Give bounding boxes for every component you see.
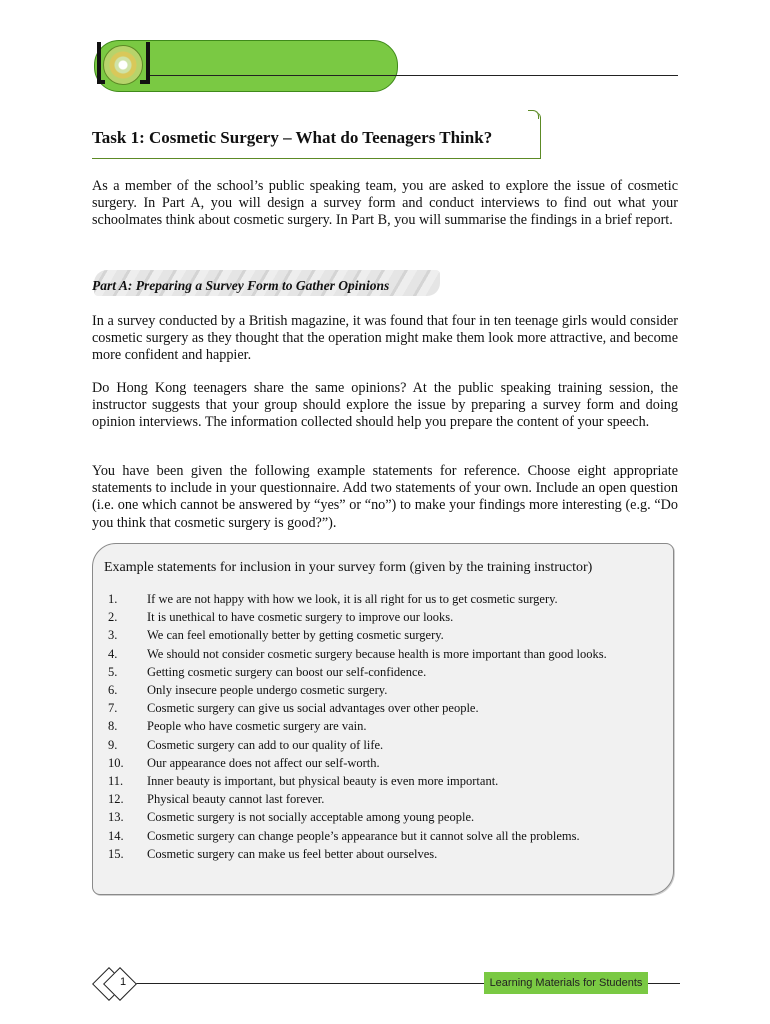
- list-item: [108, 699, 653, 717]
- task-title: Task 1: Cosmetic Surgery – What do Teenagers Think?: [92, 128, 493, 147]
- item-text: People who have cosmetic surgery are vain.: [147, 719, 367, 734]
- item-text: Cosmetic surgery can give us social advantages over other people.: [147, 701, 479, 716]
- item-number: 10.: [108, 755, 124, 770]
- item-text: If we are not happy with how we look, it is all right for us to get cosmetic surgery.: [147, 592, 558, 606]
- part-a-heading: Part A: Preparing a Survey Form to Gather Opinions: [92, 278, 390, 293]
- list-item: [108, 827, 653, 845]
- list-item: [108, 608, 653, 626]
- item-number: 12.: [108, 792, 124, 807]
- part-a-paragraph-3: You have been given the following example statements for reference. Choose eight appropriate statements to include in your questionnaire. Add two statements of your own. Include an open question (i.e. one which cannot be answered by “yes” or “no”) to make your findings more interesting (e.g. “Do you think that cosmetic surgery is good?”).: [92, 463, 678, 531]
- item-text: Cosmetic surgery can add to our quality of life.: [147, 737, 384, 752]
- item-text: Physical beauty cannot last forever.: [147, 792, 325, 807]
- page-number: 1: [119, 976, 127, 988]
- list-item: [108, 717, 653, 735]
- item-number: 9.: [108, 737, 118, 752]
- item-number: 2.: [108, 610, 118, 625]
- title-frame-corner: [528, 110, 539, 119]
- item-text: Getting cosmetic surgery can boost our self-confidence.: [147, 664, 427, 679]
- item-text: Cosmetic surgery is not socially acceptable among young people.: [147, 810, 475, 825]
- list-item: [108, 754, 653, 772]
- list-item: [108, 736, 653, 754]
- list-item: [108, 772, 653, 790]
- item-number: 8.: [108, 719, 118, 734]
- list-item: [108, 663, 653, 681]
- footer-tag: Learning Materials for Students: [484, 972, 648, 994]
- example-statements-list: [108, 590, 653, 863]
- header-rule: [150, 75, 678, 76]
- item-number: 15.: [108, 846, 124, 861]
- item-number: 7.: [108, 701, 118, 716]
- example-statements-heading: Example statements for inclusion in your survey form (given by the training instructor): [104, 560, 593, 575]
- item-text: It is unethical to have cosmetic surgery to improve our looks.: [147, 610, 454, 625]
- item-text: Our appearance does not affect our self-worth.: [147, 755, 380, 770]
- item-text: Cosmetic surgery can change people’s appearance but it cannot solve all the problems.: [147, 828, 580, 843]
- item-number: 14.: [108, 828, 124, 843]
- list-item: [108, 790, 653, 808]
- item-number: 11.: [108, 774, 124, 789]
- item-text: Inner beauty is important, but physical beauty is even more important.: [147, 774, 499, 789]
- list-item: [108, 845, 653, 863]
- item-text: Only insecure people undergo cosmetic surgery.: [147, 683, 388, 698]
- part-a-paragraph-2: Do Hong Kong teenagers share the same opinions? At the public speaking training session, the instructor suggests that your group should explore the issue by preparing a survey form and doing opinion interviews. The information collected should help you prepare the content of your speech.: [92, 380, 678, 431]
- item-number: 3.: [108, 628, 118, 643]
- item-text: We can feel emotionally better by getting cosmetic surgery.: [147, 628, 444, 643]
- item-number: 6.: [108, 683, 118, 698]
- item-number: 13.: [108, 810, 124, 825]
- list-item: [108, 590, 653, 608]
- item-number: 1.: [108, 592, 118, 606]
- item-text: Cosmetic surgery can make us feel better about ourselves.: [147, 846, 438, 861]
- item-number: 4.: [108, 646, 118, 661]
- list-item: [108, 808, 653, 826]
- intro-paragraph: As a member of the school’s public speaking team, you are asked to explore the issue of cosmetic surgery. In Part A, you will design a survey form and conduct interviews to find out what your schoolmates think about cosmetic surgery. In Part B, you will summarise the findings in a brief report.: [92, 178, 678, 229]
- cd-disc-icon: [103, 45, 143, 85]
- item-number: 5.: [108, 664, 118, 679]
- item-text: We should not consider cosmetic surgery because health is more important than good looks.: [147, 646, 607, 661]
- list-item: [108, 626, 653, 644]
- list-item: [108, 681, 653, 699]
- part-a-paragraph-1: In a survey conducted by a British magazine, it was found that four in ten teenage girls would consider cosmetic surgery as they thought that the operation might make them look more attractive, and become more confident and happier.: [92, 313, 678, 364]
- list-item: [108, 645, 653, 663]
